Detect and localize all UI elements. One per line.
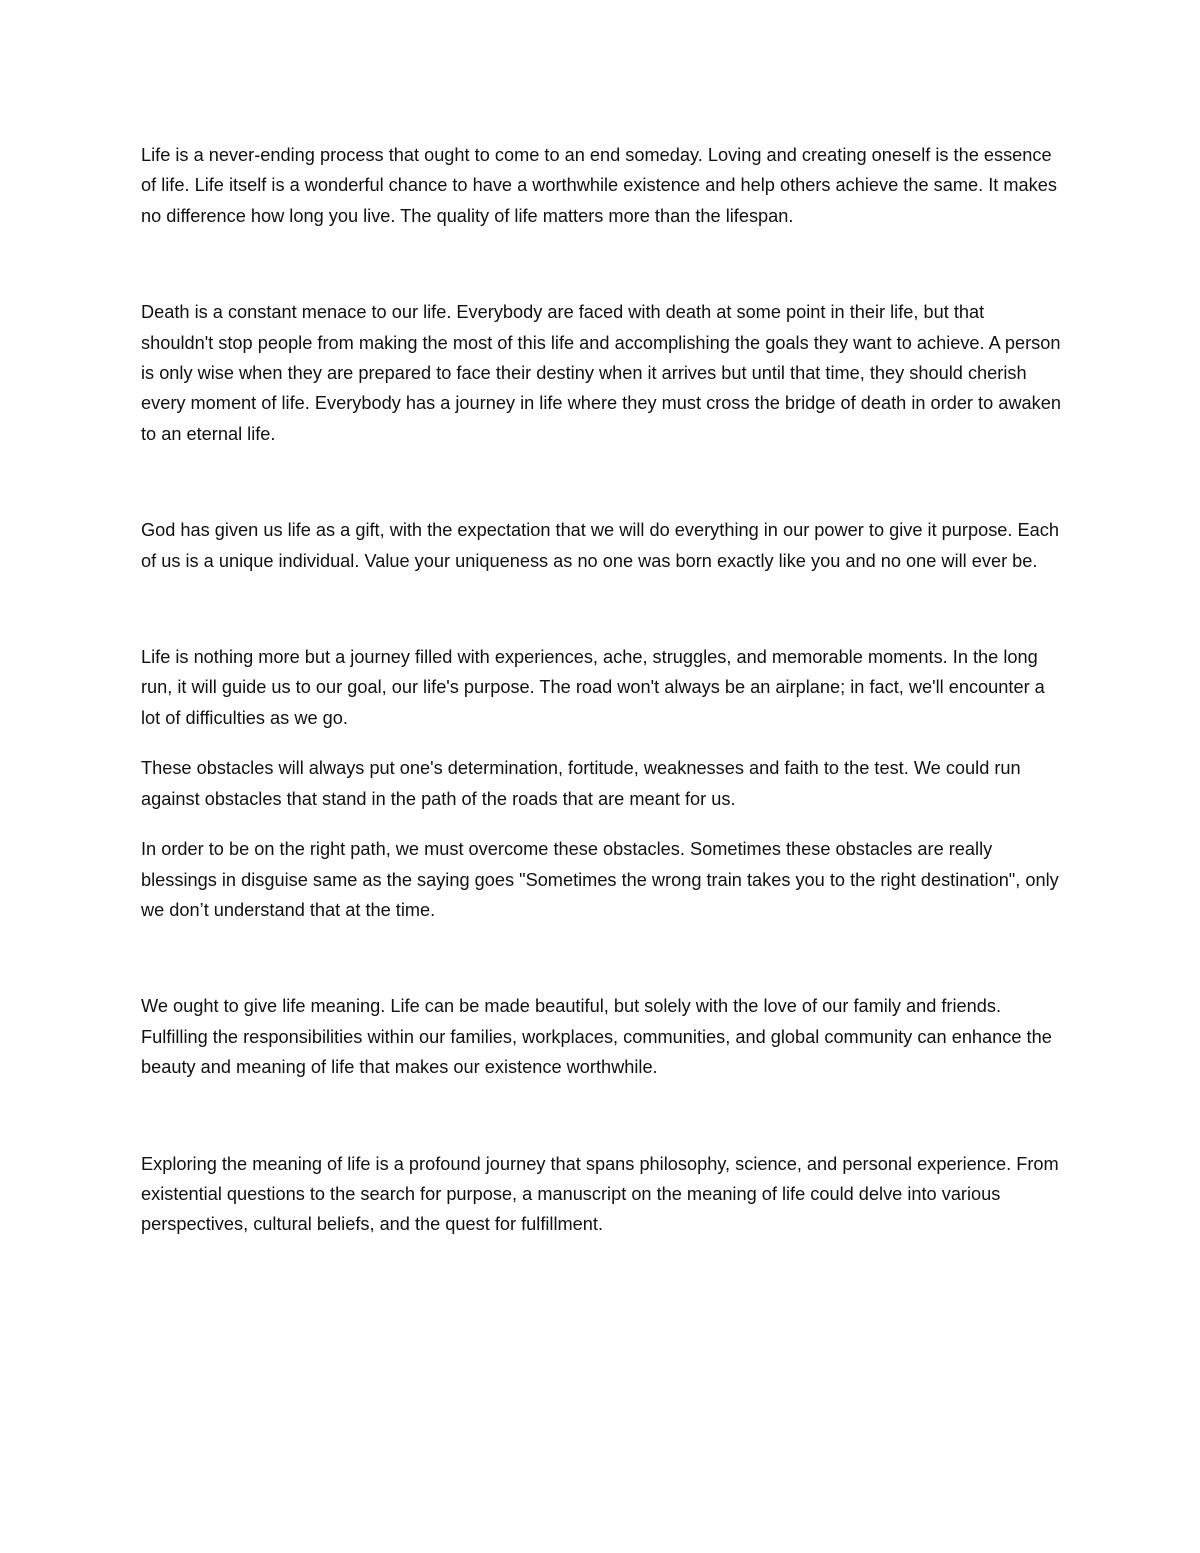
paragraph: God has given us life as a gift, with the expectation that we will do everything in our power to give it purpose. Each of us is a unique individual. Value your uniqueness as no one was born exactly like you and no one will ever be. [141,520,1059,571]
paragraph: We ought to give life meaning. Life can be made beautiful, but solely with the love of our family and friends. Fulfilling the responsibilities within our families, workplaces, communities, and global community can enhance the beauty and meaning of life that makes our existence worthwhile. [141,996,1052,1078]
paragraph: These obstacles will always put one's determination, fortitude, weaknesses and faith to the test. We could run against obstacles that stand in the path of the roads that are meant for us. [141,758,1021,809]
paragraph: Life is nothing more but a journey filled with experiences, ache, struggles, and memorable moments. In the long run, it will guide us to our goal, our life's purpose. The road won't always be an airplane; in fact, we'll encounter a lot of difficulties as we go. [141,647,1045,728]
paragraph: Exploring the meaning of life is a profound journey that spans philosophy, science, and personal experience. From existential questions to the search for purpose, a manuscript on the meaning of life could delve into various perspectives, cultural beliefs, and the quest for fulfillment. [141,1153,1059,1235]
document-body [141,140,1061,1240]
paragraph: In order to be on the right path, we must overcome these obstacles. Sometimes these obstacles are really blessings in disguise same as the saying goes "Sometimes the wrong train takes you to the right destination", only we don’t understand that at the time. [141,839,1059,920]
paragraph: Death is a constant menace to our life. Everybody are faced with death at some point in their life, but that shouldn't stop people from making the most of this life and accomplishing the goals they want to achieve. A person is only wise when they are prepared to face their destiny when it arrives but until that time, they should cherish every moment of life. Everybody has a journey in life where they must cross the bridge of death in order to awaken to an eternal life. [141,302,1061,444]
paragraph: Life is a never-ending process that ought to come to an end someday. Loving and creating oneself is the essence of life. Life itself is a wonderful chance to have a worthwhile existence and help others achieve the same. It makes no difference how long you live. The quality of life matters more than the lifespan. [141,145,1057,226]
